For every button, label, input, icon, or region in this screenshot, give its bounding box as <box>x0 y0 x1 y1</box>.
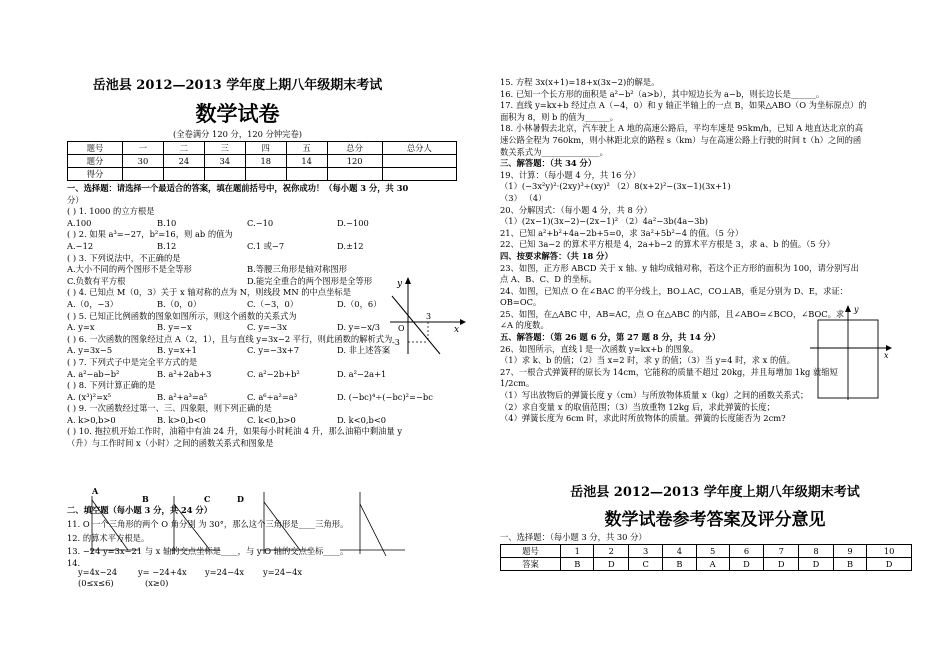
text-line: 三、解答题：（共 34 分） <box>500 158 597 169</box>
answer-number: 9 <box>833 545 866 558</box>
text-line: ( ) 3. 下列说法中，不正确的是 <box>67 252 181 263</box>
option-text: A. y=x <box>67 322 95 333</box>
text-line: ( ) 9. 一次函数经过第一、三、四象限，则下列正确的是 <box>67 403 272 414</box>
option-text: A. y=3x−5 <box>67 345 113 356</box>
answer-number: 5 <box>696 545 729 558</box>
answer-number: 1 <box>561 545 594 558</box>
option-text: C. a⁶÷a²=a³ <box>247 391 298 402</box>
text-line <box>67 392 467 404</box>
option-text: A. a²−ab−b² <box>67 368 120 379</box>
text-line: 五、解答题：（第 26 题 6 分，第 27 题 8 分，共 14 分） <box>500 332 721 343</box>
score-header: 三 <box>204 142 245 155</box>
exam-note: (全卷满分 120 分，120 分钟完卷) <box>172 129 303 139</box>
option-text: C.1 或−7 <box>247 240 285 251</box>
answer-key: D <box>764 558 799 571</box>
text-line: 16. 已知一个长方形的面积是 a²−b²（a>b），其中短边长为 a−b，则长边长是______。 <box>500 88 825 99</box>
text-line: 20、分解因式：（每小题 4 分，共 8 分） <box>500 204 652 215</box>
text-line: ( ) 10. 拖拉机开始工作时，油箱中有油 24 升，如果每小时耗油 4 升，那么油箱中剩油量 y <box>67 426 403 437</box>
option-text: C.（−3，0） <box>247 298 299 309</box>
text-line: 15. 方程 3x(x+1)=18+x(3x−2)的解是。 <box>500 77 660 87</box>
text-line: 一、选择题：请选择一个最适合的答案，填在题前括号中，祝你成功！（每小题 3 分，共 30 <box>67 183 409 193</box>
text-line: 23、如图，正方形 ABCD 关于 x 轴、y 轴均成轴对称，若这个正方形的面积为 100，请分别写出 <box>500 262 859 273</box>
text-line: （1）写出放物后的弹簧长度 y（cm）与所放物体质量 x（kg）之间的函数关系式； <box>500 390 809 401</box>
answer-number: 4 <box>663 545 696 558</box>
q10-formula-c: y=24−4x <box>205 567 245 577</box>
text-line: 19、计算：（每小题 4 分，共 16 分） <box>500 169 641 180</box>
text-line: ∠A 的度数。 <box>500 320 549 331</box>
option-text: A.（0，−3） <box>67 298 119 309</box>
q10-formula-b: y= −24+4x <box>138 567 187 577</box>
answer-key: D <box>799 558 834 571</box>
text-line: 17. 直线 y=kx+b 经过点 A（−4，0）和 y 轴正半轴上的一点 B，如果△ABO（O 为坐标原点）的 <box>500 100 867 111</box>
tick-y-label: -3 <box>392 338 400 347</box>
score-row-label: 题号 <box>68 142 123 155</box>
answers-subtitle: 数学试卷参考答案及评分意见 <box>604 510 826 530</box>
figure-q23 <box>808 302 898 402</box>
text-line: 18. 小林暑假去北京，汽车驶上 A 地的高速公路后，平均车速是 95km/h，已知 A 地直达北京的高 <box>500 123 863 134</box>
score-input[interactable] <box>245 168 286 181</box>
text-line: （1）(2x−1)(3x−2)−(2x−1)² （2）4a²−3b(4a−3b) <box>500 216 708 227</box>
text-line: ( ) 8. 下列计算正确的是 <box>67 380 156 391</box>
score-header: 五 <box>286 142 327 155</box>
score-points: 30 <box>123 155 164 168</box>
answer-table <box>500 544 912 571</box>
score-header: 总分 <box>327 142 382 155</box>
right-page <box>475 0 950 658</box>
question-14: 14. <box>67 558 81 568</box>
text-line: 21、已知 a²+b²+4a−2b+5=0，求 3a²+5b²−4 的值。（5 分） <box>500 227 744 238</box>
text-line: （2）求自变量 x 的取值范围；（3）当放重物 12kg 后，求此弹簧的长度； <box>500 401 775 412</box>
score-points: 24 <box>163 155 204 168</box>
text-line: 27、一根合式弹簧秤的原长为 14cm，它能称的质量不超过 20kg，并且每增加 1kg 就缩短 <box>500 366 838 377</box>
text-line <box>67 415 467 427</box>
question-12: 12. 的算术平方根是。 <box>67 533 150 543</box>
q10-range-b: (x≥0) <box>145 578 169 588</box>
option-text: C. a²−2b+b² <box>247 368 300 379</box>
option-text: A. k>0,b>0 <box>67 414 116 425</box>
option-text: D.能完全重合的两个图形是全等形 <box>247 275 373 286</box>
text-line: 1/2cm。 <box>500 378 535 389</box>
text-line: 22、已知 3a−2 的算术平方根是 4，2a+b−2 的算术平方根是 3，求 a、b 的值。（5 分） <box>500 239 835 250</box>
text-line: （1）(−3x²y)²·(2xy)³÷(xy)² （2）8(x+2)²−(3x−1)(3x+1) <box>500 181 731 192</box>
answer-key: D <box>729 558 764 571</box>
text-line: ( ) 2. 如果 a³=−27，b²=16，则 ab 的值为 <box>67 229 233 240</box>
score-input[interactable] <box>123 168 164 181</box>
option-text: B. a²+a³=a⁵ <box>157 391 208 402</box>
answer-row-label: 答案 <box>501 558 561 571</box>
score-points: 120 <box>327 155 382 168</box>
option-text: B.等腰三角形是轴对称图形 <box>247 264 348 275</box>
text-line: OB=OC。 <box>500 297 542 308</box>
score-points <box>382 155 456 168</box>
answers-title: 岳池县 2012—2013 学年度上期八年级期末考试 <box>570 485 860 500</box>
answer-key: A <box>696 558 729 571</box>
answer-key: B <box>663 558 696 571</box>
text-line: 点 A、B、C、D 的坐标。 <box>500 274 597 285</box>
option-text: D. y=−x/3 <box>337 322 380 333</box>
axis-y-label: y <box>854 305 859 314</box>
answer-key: D <box>594 558 629 571</box>
option-text: B.10 <box>157 217 177 228</box>
option-text: A.−12 <box>67 240 94 251</box>
question-13: 13. −24 y=3x−21 与 x 轴的交点坐标是____，与 y O 轴的交点坐标____。 <box>67 546 349 556</box>
score-input[interactable] <box>382 168 456 181</box>
axis-x-label: x <box>884 351 889 360</box>
answer-number: 8 <box>799 545 834 558</box>
axis-x-label: x <box>454 325 460 335</box>
text-line: 分） <box>67 194 84 205</box>
text-line: ( ) 5. 已知正比例函数的图象如图所示，则这个函数的关系式为 <box>67 310 297 321</box>
option-label: D <box>237 494 244 504</box>
answer-key: B <box>833 558 866 571</box>
text-line <box>67 218 467 230</box>
score-input[interactable] <box>327 168 382 181</box>
text-line: 24、如图，已知点 O 在∠BAC 的平分线上，BO⊥AC，CO⊥AB，垂足分别为 D、E，求证： <box>500 285 848 296</box>
exam-subject: 数学试卷 <box>195 101 280 126</box>
option-label: B <box>142 494 149 504</box>
option-text: D.−100 <box>337 217 369 228</box>
text-line: ( ) 6. 一次函数的图象经过点 A（2，1），且与直线 y=3x−2 平行，则此函数的解析式为 <box>67 333 393 344</box>
score-header: 四 <box>245 142 286 155</box>
answer-key: D <box>867 558 912 571</box>
question-11: 11. O 一个三角形的两个 O 角分别 为 30°，那么这个三角形是____三角形。 <box>67 519 349 529</box>
text-line: 25、如图，在△ABC 中，AB=AC，点 O 在△ABC 的内部，且∠ABO=∠BCO，∠BOC。求 <box>500 308 845 319</box>
text-line: ( ) 7. 下列式子中是完全平方式的是 <box>67 356 198 367</box>
option-text: D. k<0,b<0 <box>337 414 387 425</box>
option-text: A.大小不同的两个图形不是全等形 <box>67 264 192 275</box>
answers-section: 一、选择题：（每小题 3 分，共 30 分） <box>500 532 647 542</box>
option-text: D. a²−2a+1 <box>337 368 387 379</box>
text-line: 26、如图所示，直线 l 是一次函数 y=kx+b 的图象。 <box>500 343 699 354</box>
exam-title: 岳池县 2012—2013 学年度上期八年级期末考试 <box>92 78 383 93</box>
answer-row-label: 题号 <box>501 545 561 558</box>
score-header: 总分人 <box>382 142 456 155</box>
option-text: C. y=−3x+7 <box>247 345 300 356</box>
text-line: （升）与工作时间 x（小时）之间的函数关系式和图象是 <box>67 438 274 449</box>
option-text: D. 非上述答案 <box>337 345 391 356</box>
option-text: B.（0，0） <box>157 298 202 309</box>
text-line: 速公路全程为 760km，则小林距北京的路程 s（km）与在高速公路上行驶的时间 t（h）之间的函 <box>500 134 862 145</box>
score-points: 18 <box>245 155 286 168</box>
score-header: 一 <box>123 142 164 155</box>
text-line: （1）求 k、b 的值；（2）当 x=2 时，求 y 的值；（3）当 y=4 时，求 x 的值。 <box>500 355 795 366</box>
axis-y-label: y <box>397 279 403 289</box>
q10-range-a: (0≤x≤6) <box>78 578 114 588</box>
score-points: 34 <box>204 155 245 168</box>
answer-key: B <box>561 558 594 571</box>
answer-number: 3 <box>629 545 663 558</box>
score-row-label: 得分 <box>68 168 123 181</box>
score-input[interactable] <box>286 168 327 181</box>
option-text: C. y=−3x <box>247 322 287 333</box>
score-points: 14 <box>286 155 327 168</box>
score-header: 二 <box>163 142 204 155</box>
text-line: ( ) 4. 已知点 M（0，3）关于 x 轴对称的点为 N，则线段 MN 的中点坐标是 <box>67 287 352 298</box>
answer-number: 2 <box>594 545 629 558</box>
score-table <box>67 141 457 181</box>
origin-label: O <box>398 324 405 333</box>
option-label: C <box>204 494 211 504</box>
q10-formula-a: y=4x−24 <box>78 567 118 577</box>
text-line: （4）弹簧长度为 6cm 时，求此时所放物体的质量。弹簧的长度能否为 2cm? <box>500 413 786 424</box>
text-line: 数关系式为______________。 <box>500 146 608 157</box>
option-text: B. k>0,b<0 <box>157 414 206 425</box>
option-text: D.（0，6） <box>337 298 382 309</box>
option-text: B. y=x+1 <box>157 345 197 356</box>
option-text: C.负数有平方根 <box>67 275 126 286</box>
option-text: D.±12 <box>337 240 364 251</box>
figure-q5 <box>388 274 468 356</box>
text-line: （3） （4） <box>500 192 547 203</box>
option-text: B. y=−x <box>157 322 192 333</box>
text-line: 四、按要求解答：（共 18 分） <box>500 250 613 261</box>
answer-key: C <box>629 558 663 571</box>
answer-number: 7 <box>764 545 799 558</box>
option-text: A.100 <box>67 217 92 228</box>
answer-number: 6 <box>729 545 764 558</box>
text-line <box>67 369 467 381</box>
option-text: C.−10 <box>247 217 274 228</box>
option-text: D. (−bc)⁴÷(−bc)²=−bc <box>337 391 433 402</box>
option-text: B. a²+2ab+3 <box>157 368 212 379</box>
tick-x-label: 3 <box>426 312 432 321</box>
text-line: ( ) 1. 1000 的立方根是 <box>67 206 155 217</box>
score-input[interactable] <box>204 168 245 181</box>
option-text: A. (x³)²=x⁵ <box>67 391 112 402</box>
text-line <box>67 241 467 253</box>
answer-number: 10 <box>867 545 912 558</box>
option-label: A <box>92 486 99 496</box>
q10-formula-d: y=24−4x <box>263 567 303 577</box>
score-input[interactable] <box>163 168 204 181</box>
score-row-label: 题分 <box>68 155 123 168</box>
section-fill-blank: 二、填空题（每小题 3 分，共 24 分） <box>67 505 213 515</box>
option-text: B.12 <box>157 240 177 251</box>
text-line: 面积为 8，则 b 的值为______。 <box>500 111 619 122</box>
option-text: C. k<0,b>0 <box>247 414 296 425</box>
